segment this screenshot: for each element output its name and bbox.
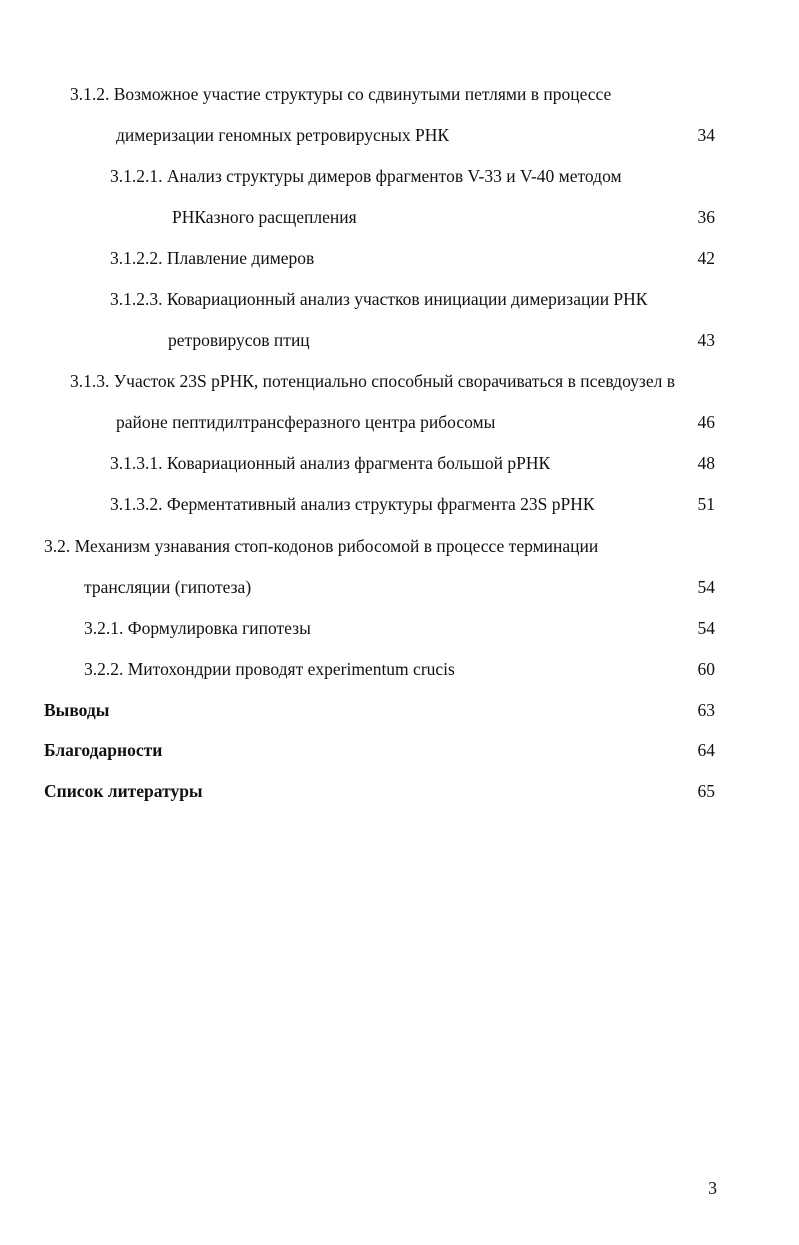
toc-entry-references: Список литературы xyxy=(44,781,203,801)
toc-page-number: 46 xyxy=(697,412,715,432)
toc-entry-3-2: 3.2. Механизм узнавания стоп-кодонов рибосомой в процессе терминации xyxy=(44,536,599,556)
toc-entry-3-1-2-2: 3.1.2.2. Плавление димеров xyxy=(110,248,315,268)
toc-entry-3-1-2-1: 3.1.2.1. Анализ структуры димеров фрагментов V-33 и V-40 методом xyxy=(110,166,622,186)
toc-page-number: 34 xyxy=(697,125,715,145)
toc-page-number: 43 xyxy=(697,330,715,350)
toc-page-number: 63 xyxy=(697,700,715,720)
toc-page-number: 54 xyxy=(697,577,715,597)
toc-page-number: 51 xyxy=(697,494,715,514)
page-number: 3 xyxy=(708,1178,717,1198)
toc-entry-3-2-cont: трансляции (гипотеза) xyxy=(84,577,252,597)
toc-entry-3-1-3-1: 3.1.3.1. Ковариационный анализ фрагмента большой рРНК xyxy=(110,453,551,473)
toc-entry-3-1-2-3-cont: ретровирусов птиц xyxy=(168,330,310,350)
toc-entry-3-1-3-cont: районе пептидилтрансферазного центра рибосомы xyxy=(116,412,496,432)
toc-entry-3-1-2-3: 3.1.2.3. Ковариационный анализ участков инициации димеризации РНК xyxy=(110,289,648,309)
toc-page-number: 54 xyxy=(697,618,715,638)
toc-page-number: 65 xyxy=(697,781,715,801)
toc-entry-3-1-3-2: 3.1.3.2. Ферментативный анализ структуры фрагмента 23S рРНК xyxy=(110,494,595,514)
toc-page-number: 36 xyxy=(697,207,715,227)
toc-page-number: 60 xyxy=(697,659,715,679)
toc-entry-conclusions: Выводы xyxy=(44,700,110,720)
toc-entry-3-1-2-cont: димеризации геномных ретровирусных РНК xyxy=(116,125,450,145)
toc-page-number: 42 xyxy=(697,248,715,268)
toc-entry-3-2-2: 3.2.2. Митохондрии проводят experimentum crucis xyxy=(84,659,455,679)
toc-page-number: 48 xyxy=(697,453,715,473)
toc-entry-acknowledgements: Благодарности xyxy=(44,740,163,760)
toc-entry-3-2-1: 3.2.1. Формулировка гипотезы xyxy=(84,618,311,638)
toc-entry-3-1-2-1-cont: РНКазного расщепления xyxy=(172,207,357,227)
toc-entry-3-1-2: 3.1.2. Возможное участие структуры со сдвинутыми петлями в процессе xyxy=(70,84,612,104)
toc-entry-3-1-3: 3.1.3. Участок 23S рРНК, потенциально способный сворачиваться в псевдоузел в xyxy=(70,371,675,391)
toc-page-number: 64 xyxy=(697,740,715,760)
